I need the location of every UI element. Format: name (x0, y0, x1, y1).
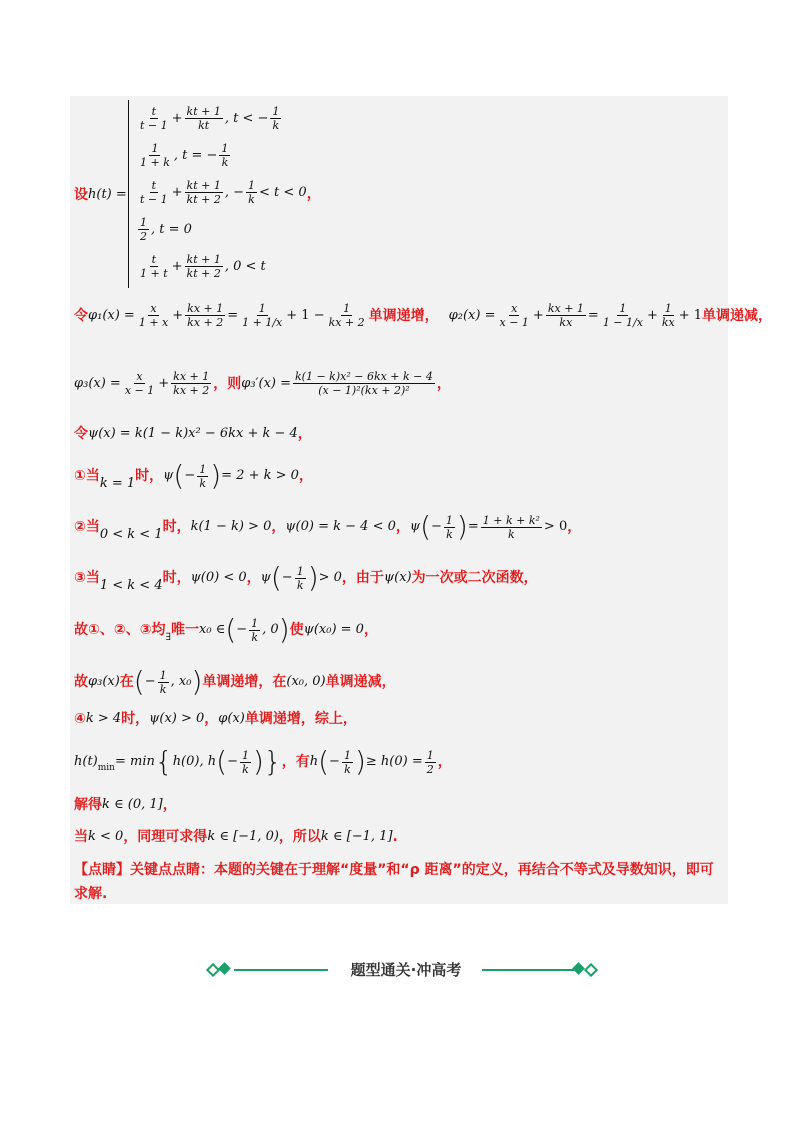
case-5: $\frac{t}{1 + t}$ + $\frac{kt + 1}{kt + 2}$ , 0 < t (140, 253, 266, 280)
line-psi-def: 令 ψ(x) = k(1 − k)x² − 6kx + k − 4 ， (74, 426, 312, 442)
line-conclusion: 当 k < 0 ，同理可求得 k ∈ [−1, 0) ，所以 k ∈ [−1, 1] . (74, 829, 398, 845)
diamond-right-outer-icon (584, 963, 598, 977)
left-brace (128, 100, 135, 288)
line-case-3: ③当 1 < k < 4 时， ψ(0) < 0 ， ψ ( − $\frac{1}{k}$ ) > 0 ，由于 ψ(x) 为一次或二次函数， (74, 561, 538, 594)
case-3: $\frac{t}{t - 1}$ + $\frac{kt + 1}{kt + 2}$ , − $\frac{1}{k}$ < t < 0 ， (140, 179, 321, 206)
line-case-1: ①当 k = 1 时， ψ ( − $\frac{1}{k}$ ) = 2 + k > 0 ， (74, 459, 313, 492)
case-1: $\frac{t}{t - 1}$ + $\frac{kt + 1}{kt}$ , t < − $\frac{1}{k}$ (140, 105, 280, 132)
case-2: $\frac{1}{1 + k}$ , t = − $\frac{1}{k}$ (140, 142, 229, 169)
key-point-label: 【点睛】 (74, 862, 130, 878)
line-case-4: ④ k > 4 时， ψ(x) > 0 ， φ(x) 单调递增，综上， (74, 711, 357, 727)
divider-line-right (482, 969, 574, 971)
key-point-note (74, 858, 724, 906)
line-unique-root: 故①、②、③均 ∃ 唯一 x₀ ∈ ( − $\frac{1}{k}$ , 0 ) 使 ψ(x₀) = 0 ， (74, 613, 378, 646)
divider-line-left (234, 969, 328, 971)
case-4: $\frac{1}{2}$ , t = 0 (140, 216, 192, 243)
section-divider (206, 958, 596, 982)
line-monotonic: 故 φ₃(x) 在 ( − $\frac{1}{k}$ , x₀ ) 单调递增，在 (x₀, 0) 单调递减， (74, 665, 396, 698)
line-minimum: h(t) min = min { h(0), h ( − $\frac{1}{k}$ ) } ，有 h ( − $\frac{1}{k}$ ) ≥ h(0) = $\frac{1}{2}$ ， (74, 745, 452, 778)
diamond-left-outer-icon (206, 963, 220, 977)
cases (136, 100, 321, 285)
line-phi3: φ₃(x) = $\frac{x}{x - 1}$ + $\frac{kx + 1}{kx + 2}$ ，则 φ₃′(x) = $\frac{\text{k(1 − k)x² − 6kx + k − 4}}{\text{(x − 1)²(kx + 2)²}}$ ， (74, 370, 451, 397)
diamond-right-icon (572, 962, 585, 975)
lhs: h(t) = (88, 186, 127, 202)
diamond-left-icon (218, 962, 231, 975)
intro-text: 设 (74, 187, 88, 203)
line-phi1-phi2: 令 φ₁(x) = $\frac{x}{1 + x}$ + $\frac{kx + 1}{kx + 2}$ = $\frac{1}{1 + 1/x}$ + 1 − $\frac{1}{kx + 2}$ 单调递增， φ₂(x) = $\frac{x}{x - 1}$ + $\frac{kx + 1}{kx}$ = $\frac{1}{1 - 1/x}$ + $\frac{1}{kx}$ + 1 单调递减， (74, 302, 773, 329)
line-case-2: ②当 0 < k < 1 时， k(1 − k) > 0 ， ψ(0) = k − 4 < 0 ， ψ ( − $\frac{1}{k}$ ) = $\frac{\text{1 + k + k²}}{k}$ > 0 ， (74, 510, 582, 543)
key-point-text: 关键点点睛：本题的关键在于理解“度量”和“ρ 距离”的定义，再结合不等式及导数知识，即可求解. (74, 862, 714, 902)
section-title: 题型通关·冲高考 (350, 961, 462, 979)
line-solution: 解得 k ∈ (0, 1] ， (74, 797, 177, 813)
